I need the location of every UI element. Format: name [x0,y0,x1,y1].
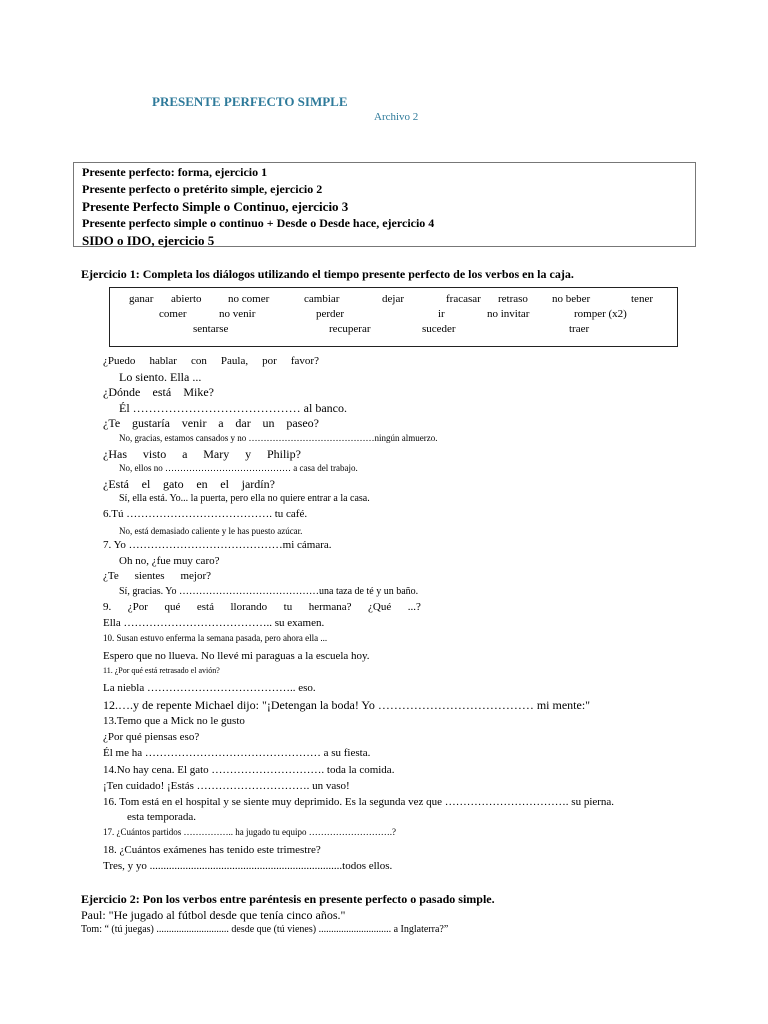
exercise-line: ¡Ten cuidado! ¡Estás …………………………. un vaso! [103,780,350,792]
line-text: Él me ha ………………………………………… a su fiesta. [103,747,371,759]
line-text: ¿Puedo [103,355,136,367]
table-of-contents [73,162,696,247]
exercise-line [103,747,370,759]
exercise2-heading: Ejercicio 2: Pon los verbos entre paréntesis en presente perfecto o pasado simple. [81,892,495,906]
word: recuperar [329,323,371,335]
line-text: Philip? [266,447,301,461]
exercise-line [103,447,301,462]
exercise-line [103,493,370,504]
line-text: Tom: “ (tú juegas) ............................. desde que (tú vienes) ............................. a Inglaterra?” [81,924,449,935]
exercise-line [103,416,319,431]
line-text: Mike? [183,385,214,399]
line-text: qué [164,601,181,613]
line-text: No, está demasiado caliente y le has puesto azúcar. [119,526,303,536]
line-text: jardín? [241,477,275,491]
line-text: dar [235,416,251,430]
exercise-line [103,601,421,613]
line-text: ¿Está [103,477,129,491]
line-text: Lo siento. Ella ... [119,370,202,384]
exercise-line [103,860,392,872]
word: suceder [422,323,456,335]
exercise-line [103,617,324,629]
line-text: No, ellos no …………………………………… a casa del trabajo. [119,463,358,473]
line-text: está [196,601,214,613]
exercise-line: 10. Susan estuvo enferma la semana pasada, pero ahora ella ... [103,633,328,643]
line-text: ¿Por qué piensas eso? [103,731,200,743]
line-text: y [245,447,252,461]
word: abierto [171,293,202,305]
exercise-line: 17. ¿Cuántos partidos …………….. ha jugado tu equipo ……………………….? [103,827,396,837]
word: romper (x2) [574,308,627,320]
line-text: ¿Dónde [103,385,141,399]
word: traer [569,323,590,335]
line-text: gustaría [131,416,170,430]
exercise-line [103,433,437,443]
line-text: Oh no, ¿fue muy caro? [119,555,220,567]
exercise-line: 6.Tú …………………………………. tu café. [103,508,308,520]
exercise-line: esta temporada. [127,811,197,823]
line-text: a [182,447,188,461]
exercise-line [103,586,418,597]
word: dejar [382,293,404,305]
line-text: el [220,477,229,491]
line-text: llorando [230,601,268,613]
exercise-line [103,370,201,385]
exercise-line [103,401,347,416]
word: comer [159,308,187,320]
exercise-line: 12.….y de repente Michael dijo: "¡Detengan la boda! Yo ………………………………… mi mente:" [103,698,591,712]
exercise-line [103,477,275,492]
line-text: a [218,416,224,430]
line-text: Ella ………………………………….. su examen. [103,617,325,629]
word: no comer [228,293,270,305]
line-text: tu [283,601,293,613]
page-title: PRESENTE PERFECTO SIMPLE [152,94,348,109]
line-text: Mary [203,447,230,461]
exercise-line [103,555,220,567]
line-text: ¿Te [103,416,121,430]
exercise-line [103,682,316,694]
exercise-line: 11. ¿Por qué está retrasado el avión? [103,666,220,675]
line-text: sientes [134,570,165,582]
line-text: ¿Qué [368,601,392,613]
line-text: Sí, gracias. Yo ……………………………………una taza de té y un baño. [119,586,419,597]
toc-item[interactable]: Presente perfecto o pretérito simple, ejercicio 2 [82,182,323,196]
line-text: mejor? [180,570,211,582]
exercise-line [103,650,370,662]
exercise-line: 16. Tom está en el hospital y se siente muy deprimido. Es la segunda vez que ……………………………. su pierna. [103,796,615,808]
toc-item[interactable]: SIDO o IDO, ejercicio 5 [82,233,215,248]
line-text: Paula, [220,355,249,367]
line-text: ¿Te [103,570,119,582]
line-text: visto [142,447,167,461]
exercise-line: 7. Yo ……………………………………mi cámara. [103,539,332,551]
line-text: el [141,477,151,491]
word: no beber [552,293,591,305]
line-text: Sí, ella está. Yo... la puerta, pero ella no quiere entrar a la casa. [119,493,370,504]
exercise-line [103,355,319,367]
exercise-line: 13.Temo que a Mick no le gusto [103,715,245,727]
line-text: por [262,355,277,367]
exercise-line: Paul: "He jugado al fútbol desde que tenía cinco años." [81,908,346,922]
line-text: hermana? [308,601,352,613]
word: tener [631,293,653,305]
exercise-line [81,924,448,935]
line-text: 9. [103,601,112,613]
line-text: No, gracias, estamos cansados y no ……………………………………ningún almuerzo. [119,433,438,443]
line-text: en [196,477,208,491]
word: ir [438,308,445,320]
line-text: venir [181,416,207,430]
line-text: Espero que no llueva. No llevé mi paraguas a la escuela hoy. [103,650,370,662]
word: ganar [129,293,154,305]
exercise-line [103,526,302,536]
word: cambiar [304,293,340,305]
line-text: ¿Has [103,447,127,461]
toc-item[interactable]: Presente Perfecto Simple o Continuo, ejercicio 3 [82,199,349,214]
toc-item[interactable]: Presente perfecto simple o continuo + Desde o Desde hace, ejercicio 4 [82,216,435,230]
word: sentarse [193,323,229,335]
line-text: La niebla ………………………………….. eso. [103,682,316,694]
line-text: gato [162,477,184,491]
line-text: hablar [149,355,177,367]
word: no venir [219,308,256,320]
toc-item[interactable]: Presente perfecto: forma, ejercicio 1 [82,165,268,179]
line-text: está [152,385,172,399]
line-text: un [262,416,275,430]
line-text: con [190,355,207,367]
exercise-line: 14.No hay cena. El gato …………………………. toda la comida. [103,764,395,776]
word: fracasar [446,293,481,305]
word-box [109,287,678,347]
line-text: ...? [407,601,421,613]
line-text: Él …………………………………… al banco. [119,401,347,415]
exercise1-heading: Ejercicio 1: Completa los diálogos utilizando el tiempo presente perfecto de los verbos en la caja. [81,267,574,281]
word: perder [316,308,345,320]
word: no invitar [487,308,530,320]
exercise-line [103,385,214,400]
exercise-line [103,731,199,743]
line-text: ¿Por [127,601,148,613]
exercise-line: 18. ¿Cuántos exámenes has tenido este trimestre? [103,844,321,856]
exercise-line [103,570,211,582]
page-subtitle: Archivo 2 [374,111,419,123]
line-text: paseo? [286,416,319,430]
word: retraso [498,293,528,305]
line-text: Tres, y yo ......................................................................todos ellos. [103,860,393,872]
line-text: favor? [290,355,319,367]
exercise-line [103,463,358,473]
